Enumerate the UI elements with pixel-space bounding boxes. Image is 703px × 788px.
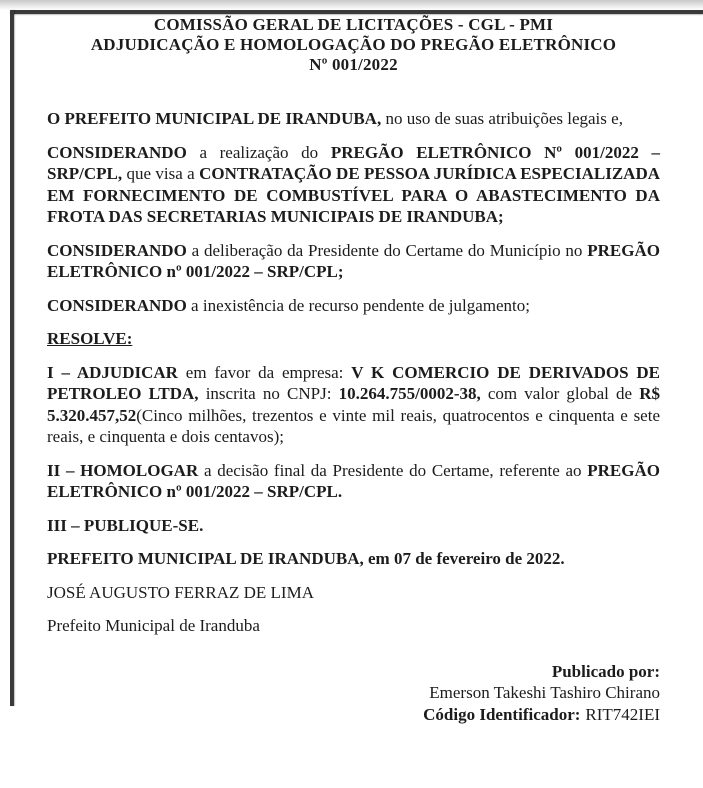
item-1-adjudicar — [47, 362, 660, 448]
item-1-adjudicar-segment: I – ADJUDICAR — [47, 362, 186, 382]
header-line-number: Nº 001/2022 — [309, 55, 398, 74]
item-1-adjudicar-segment: com valor global de — [487, 384, 640, 403]
considerando-realizacao-segment: a realização do — [199, 142, 331, 162]
scan-border-top — [10, 10, 703, 14]
considerando-deliberacao-segment: PREGÃO ELETRÔNICO nº 001/2022 – SRP/CPL; — [47, 240, 660, 281]
item-1-adjudicar-segment: (Cinco milhões, trezentos e vinte mil reais, quatrocentos e cinquenta e sete reais, e cinquenta e dois centavos); — [47, 405, 660, 446]
preamble-segment: O PREFEITO MUNICIPAL DE IRANDUBA, — [47, 109, 386, 128]
item-3-publique-se — [47, 515, 660, 537]
header-line-subject: ADJUDICAÇÃO E HOMOLOGAÇÃO DO PREGÃO ELETRÔNICO — [90, 35, 617, 54]
identifier-line — [47, 704, 660, 726]
considerando-realizacao-segment: CONSIDERANDO — [47, 142, 200, 162]
signature-date-line — [47, 548, 660, 570]
header-line-commission: COMISSÃO GERAL DE LICITAÇÕES - CGL - PMI — [153, 15, 554, 34]
considerando-deliberacao — [47, 240, 660, 283]
published-by-label: Publicado por: — [551, 661, 660, 681]
scan-border-left — [10, 10, 14, 706]
considerando-inexistencia-segment: a inexistência de recurso pendente de julgamento; — [191, 295, 530, 315]
item-3-publique-se-segment: III – PUBLIQUE-SE. — [47, 515, 204, 535]
considerando-realizacao-segment: PREGÃO ELETRÔNICO Nº 001/2022 – SRP/CPL, — [47, 142, 660, 183]
considerando-realizacao-segment: CONTRATAÇÃO DE PESSOA JURÍDICA ESPECIALIZADA EM FORNECIMENTO DE COMBUSTÍVEL PARA O ABASTECIMENTO DA FROTA DAS SECRETARIAS MUNICIPAIS DE IRANDUBA; — [47, 164, 661, 226]
item-2-homologar-segment: a decisão final da Presidente do Certame, referente ao — [203, 460, 588, 480]
resolve-heading-segment: RESOLVE: — [47, 329, 133, 348]
publisher-block — [47, 661, 660, 726]
item-2-homologar-segment: II – HOMOLOGAR — [47, 460, 204, 480]
item-1-adjudicar-segment: 10.264.755/0002-38, — [338, 384, 488, 403]
item-1-adjudicar-segment: R$ 5.320.457,52 — [47, 384, 661, 425]
signature-date-line-segment: PREFEITO MUNICIPAL DE IRANDUBA, em 07 de fevereiro de 2022. — [47, 549, 565, 568]
document-paragraphs — [47, 108, 660, 637]
considerando-realizacao-segment: que visa a — [126, 164, 200, 183]
scan-edge-shadow — [0, 0, 703, 10]
document-content — [47, 15, 660, 725]
item-2-homologar-segment: PREGÃO ELETRÔNICO nº 001/2022 – SRP/CPL. — [47, 460, 660, 501]
signatory-name — [47, 582, 660, 604]
considerando-deliberacao-segment: a deliberação da Presidente do Certame do Município no — [191, 240, 588, 260]
item-1-adjudicar-segment: em favor da empresa: — [185, 362, 352, 382]
considerando-deliberacao-segment: CONSIDERANDO — [47, 240, 192, 260]
identifier-value: RIT742IEI — [585, 704, 660, 724]
document-header — [47, 15, 660, 75]
preamble — [47, 108, 660, 130]
item-1-adjudicar-segment: inscrita no CNPJ: — [205, 384, 339, 403]
signatory-title-segment: Prefeito Municipal de Iranduba — [47, 616, 260, 635]
item-1-adjudicar-segment: V K COMERCIO DE DERIVADOS DE PETROLEO LTDA, — [47, 362, 660, 403]
considerando-realizacao — [47, 142, 660, 228]
preamble-segment: no uso de suas atribuições legais e, — [385, 109, 623, 128]
considerando-inexistencia — [47, 295, 660, 317]
identifier-label: Código Identificador: — [423, 704, 581, 724]
resolve-heading — [47, 328, 660, 350]
signatory-title — [47, 615, 660, 637]
published-by-name: Emerson Takeshi Tashiro Chirano — [429, 683, 660, 702]
considerando-inexistencia-segment: CONSIDERANDO — [47, 295, 192, 315]
item-2-homologar — [47, 460, 660, 503]
signatory-name-segment: JOSÉ AUGUSTO FERRAZ DE LIMA — [47, 582, 314, 602]
